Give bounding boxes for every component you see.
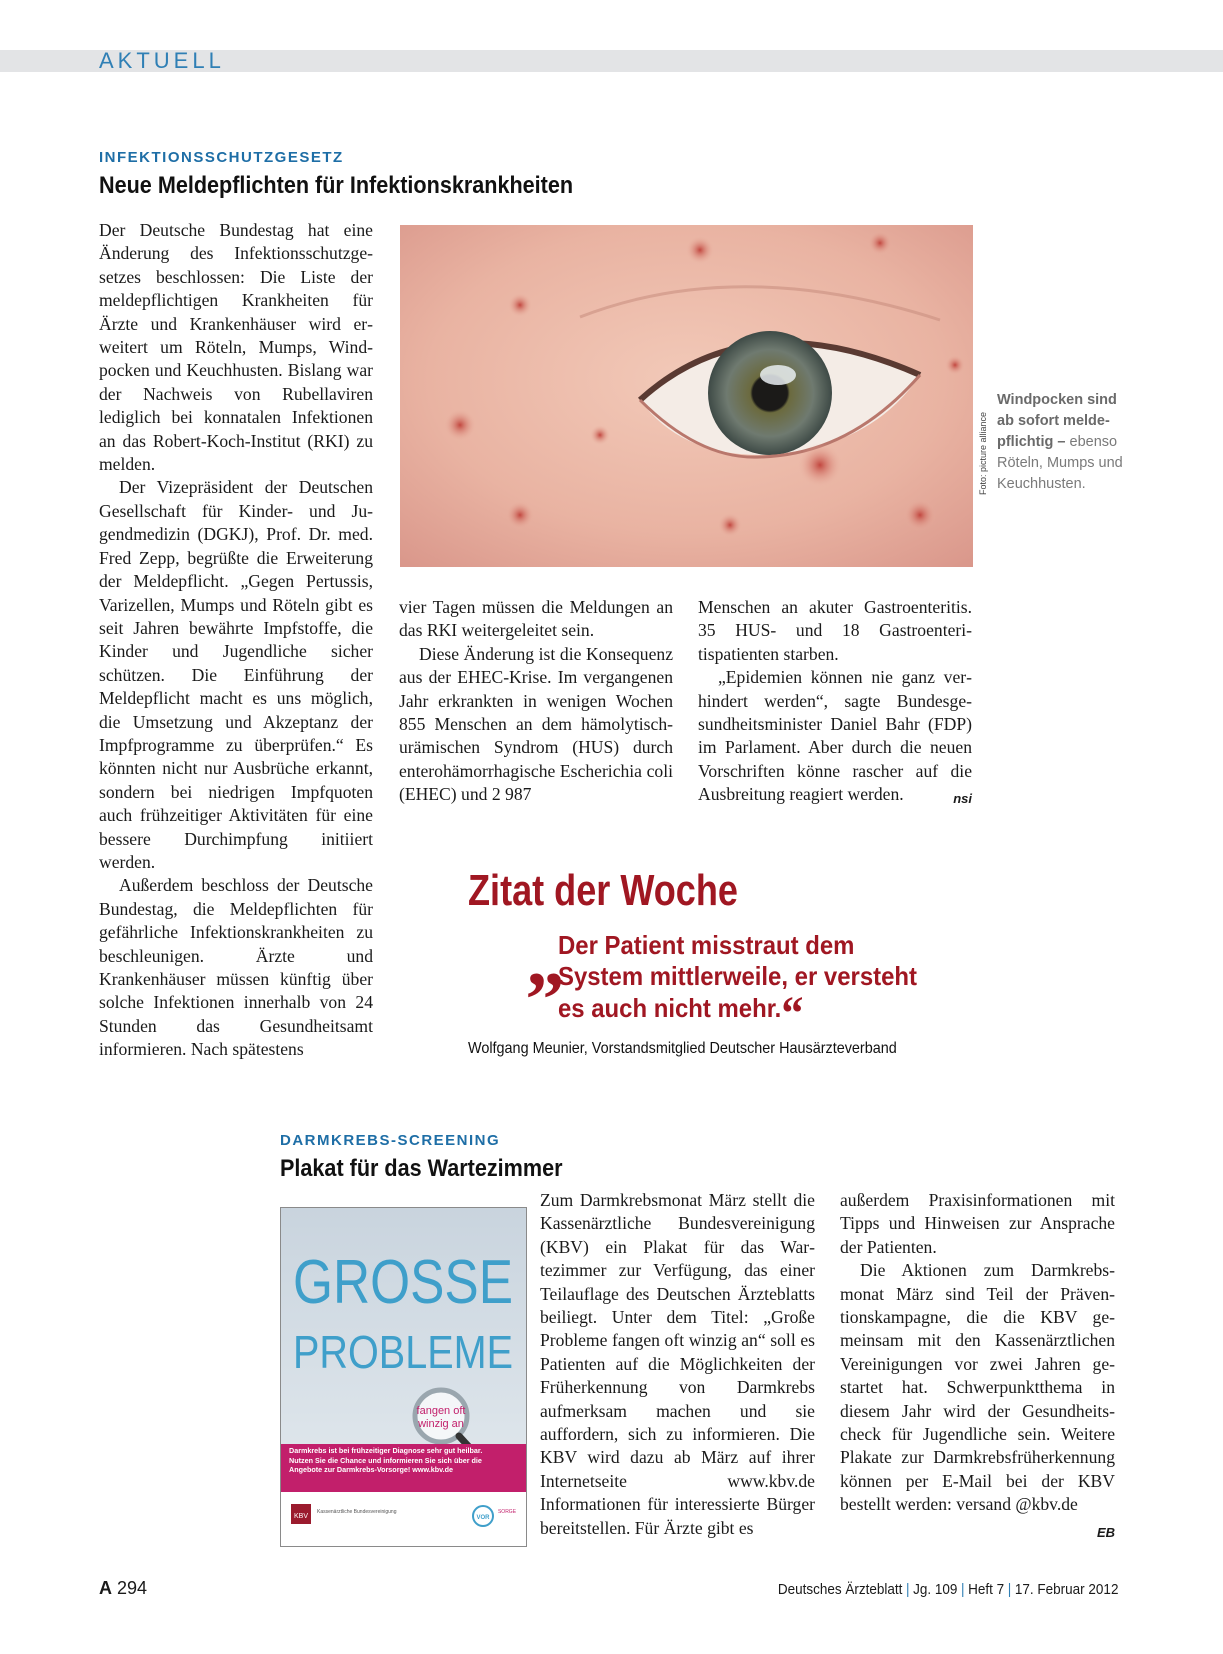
article2-column-1 bbox=[540, 1189, 815, 1540]
photo-caption bbox=[997, 390, 1127, 495]
page-number-value: 294 bbox=[117, 1578, 148, 1598]
caption-text: ebenso Röteln, Mumps und Keuchhusten. bbox=[997, 434, 1123, 492]
poster-title-line-1: GROSSE bbox=[293, 1248, 513, 1317]
open-quote-mark: „ bbox=[526, 915, 565, 1002]
article1-column-1 bbox=[99, 219, 373, 1062]
journal-info bbox=[777, 1581, 1118, 1598]
photo-credit: Foto: picture alliance bbox=[978, 411, 988, 495]
paragraph: Der Deutsche Bundestag hat eine Änderung des Infektionsschutzgesetzes beschlossen: Die Liste der meldepflichtigen Krankheiten für Ärzte und Krankenhäuser wird erweitert um Röteln, Mumps, Windpocken und Keuchhusten. Bislang war der Nachweis von Rubellaviren lediglich bei konnatalen Infektionen an das Robert-Koch-Institut (RKI) zu melden. bbox=[99, 220, 373, 475]
author-signature: EB bbox=[1096, 1524, 1115, 1540]
section-label: AKTUELL bbox=[99, 48, 225, 73]
vorsorge-logo: VOR bbox=[476, 1515, 490, 1521]
paragraph: Außerdem beschloss der Deutsche Bundestag, die Meldepflichten für gefährliche Infektionskrankheiten zu beschleunigen. Ärzte und Krankenhäuser müssen künftig über solche Infektionen innerhalb von 24 Stunden das Gesundheitsamt informieren. Nach spätestens bbox=[99, 875, 373, 1060]
paragraph: Diese Änderung ist die Konsequenz aus der EHEC-Krise. Im vergangenen Jahr erkrankten in wenigen Wochen 855 Menschen an dem hämolytisch-urämischen Syndrom (HUS) durch enterohämorrhagische Escherichia coli (EHEC) und 2 987 bbox=[399, 643, 673, 805]
page-number bbox=[99, 1578, 147, 1599]
journal-volume: Jg. 109 bbox=[912, 1581, 957, 1598]
divider: | bbox=[960, 1581, 965, 1598]
divider: | bbox=[905, 1581, 910, 1598]
journal-name: Deutsches Ärzteblatt bbox=[777, 1581, 902, 1598]
paragraph bbox=[698, 666, 972, 806]
poster-title-line-2: PROBLEME bbox=[293, 1326, 513, 1378]
quote-body: Der Patient misstraut dem System mittlerweile, er versteht es auch nicht mehr. bbox=[558, 930, 917, 1023]
kbv-logo-text: Kassenärztliche Bundesvereinigung bbox=[317, 1509, 397, 1515]
paragraph: Zum Darmkrebsmonat März stellt die Kassenärztliche Bundesvereinigung (KBV) ein Plakat für das Wartezimmer zur Verfügung, das einer Teilauflage des Deutschen Ärzteblatts beiliegt. Unter dem Titel: „Große Probleme fangen oft winzig an“ soll es Patienten auf die Möglichkeiten der Früherkennung von Darmkrebs aufmerksam machen und sie auffordern, sich zu informieren. Die KBV wird dazu ab März auf ihrer Internetseite www.kbv.de Informationen für interessierte Bürger bereitstellen. Für Ärzte gibt es bbox=[540, 1190, 815, 1538]
poster-graphic bbox=[281, 1208, 526, 1546]
article2-column-2 bbox=[840, 1189, 1115, 1544]
paragraph: außerdem Praxisinformationen mit Tipps und Hinweisen zur Ansprache der Patienten. bbox=[840, 1190, 1115, 1257]
divider: | bbox=[1007, 1581, 1011, 1598]
paragraph bbox=[840, 1259, 1115, 1540]
paragraph: Menschen an akuter Gastroenteritis. 35 HUS- und 18 Gastroenteritispatienten starben. bbox=[698, 597, 972, 664]
paragraph-text: Die Aktionen zum Darmkrebsmonat März sind Teil der Präventionskampagne, die die KBV gemeinsam mit den Kassenärztlichen Vereinigungen vor zwei Jahren gestartet hat. Schwerpunktthema in diesem Jahr wird der Gesundheitscheck für Jugendliche sein. Weitere Plakate zur Darmkrebsfrüherkennung können per E-Mail bei der KBV bestellt werden: versand @kbv.de bbox=[840, 1260, 1115, 1515]
page-prefix: A bbox=[99, 1578, 112, 1598]
article2-headline: Plakat für das Wartezimmer bbox=[280, 1155, 563, 1182]
journal-issue: Heft 7 bbox=[967, 1581, 1004, 1598]
paragraph: Der Vizepräsident der Deutschen Gesellschaft für Kinder- und Jugendmedizin (DGKJ), Prof. Dr. med. Fred Zepp, begrüßte die Erweiterung der Meldepflicht. „Gegen Pertussis, Varizellen, Mumps und Röteln gibt es seit Jahren bewährte Impfstoffe, die Kinder und Jugendliche sicher schützen. Die Einführung der Meldepflicht macht es uns möglich, die Umsetzung und Akzeptanz der Impfprogramme zu überprüfen.“ Es könnten nicht nur Ausbrüche erkannt, sondern bei niedrigen Impfquoten auch frühzeitiger Aktivitäten für eine bessere Durchimpfung initiiert werden. bbox=[99, 477, 373, 872]
quote-section-title: Zitat der Woche bbox=[468, 866, 738, 915]
kbv-logo: KBV bbox=[293, 1513, 309, 1520]
quote-attribution: Wolfgang Meunier, Vorstandsmitglied Deutscher Hausärzteverband bbox=[468, 1040, 897, 1057]
journal-date: 17. Februar 2012 bbox=[1014, 1581, 1118, 1598]
quote-text bbox=[558, 930, 944, 1040]
close-quote-mark: “ bbox=[781, 987, 804, 1040]
article2-kicker: DARMKREBS-SCREENING bbox=[280, 1132, 501, 1149]
rash-eye-photo bbox=[400, 225, 973, 567]
poster-band-text: Darmkrebs ist bei frühzeitiger Diagnose sehr gut heilbar. Nutzen Sie die Chance und informieren Sie sich über die Angebote zur Darmkrebs-Vorsorge! www.kbv.de bbox=[289, 1446, 483, 1475]
paragraph-text: „Epidemien können nie ganz verhindert werden“, sagte Bundesgesundheitsminister Daniel Bahr (FDP) im Parlament. Aber durch die neuen Vorschriften könne rascher auf die Ausbreitung reagiert werden. bbox=[698, 667, 972, 805]
article1-column-2 bbox=[399, 596, 673, 807]
caption-bold: Windpocken sind ab sofort meldepflichtig – bbox=[997, 392, 1117, 450]
magnifier-text-2: winzig an bbox=[418, 1418, 464, 1430]
paragraph: vier Tagen müssen die Meldungen an das RKI weitergeleitet sein. bbox=[399, 597, 673, 641]
author-signature: nsi bbox=[953, 791, 972, 807]
article1-column-3 bbox=[698, 596, 972, 811]
article1-kicker: INFEKTIONSSCHUTZGESETZ bbox=[99, 149, 344, 166]
article1-headline: Neue Meldepflichten für Infektionskrankheiten bbox=[99, 172, 574, 199]
magnifier-text-1: fangen oft bbox=[416, 1405, 466, 1417]
eye-image bbox=[400, 225, 973, 567]
poster-image bbox=[280, 1207, 527, 1547]
vorsorge-logo-text: SORGE bbox=[497, 1509, 517, 1515]
